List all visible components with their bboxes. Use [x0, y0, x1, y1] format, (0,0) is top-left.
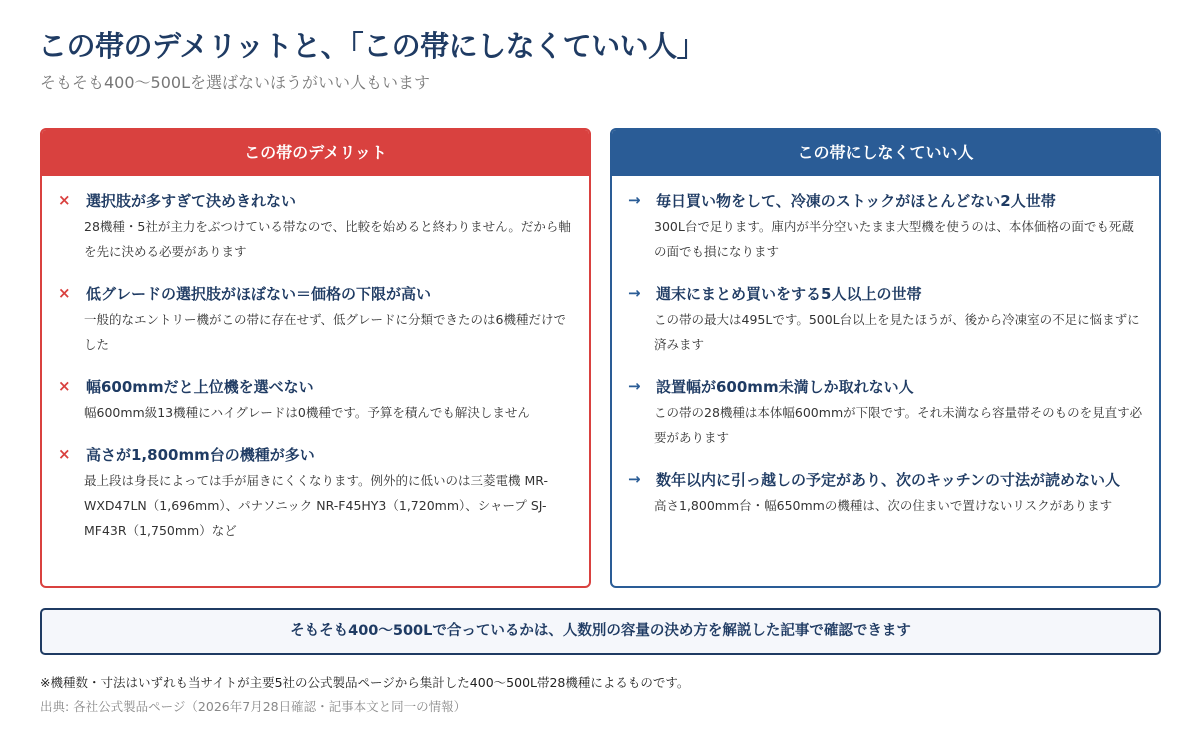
cross-icon: ×: [58, 445, 71, 463]
not-for-item-title: 数年以内に引っ越しの予定があり、次のキッチンの寸法が読めない人: [656, 471, 1120, 489]
cross-icon: ×: [58, 284, 71, 302]
footnote: ※機種数・寸法はいずれも当サイトが主要5社の公式製品ページから集計した400〜500L帯28機種によるものです。: [40, 675, 690, 690]
not-for-item-body: この帯の28機種は本体幅600mmが下限です。それ未満なら容量帯そのものを見直す必要があります: [654, 405, 1143, 445]
demerit-item: [58, 376, 573, 425]
demerit-item-title: 選択肢が多すぎて決めきれない: [86, 192, 297, 210]
not-for-item-title: 設置幅が600mm未満しか取れない人: [656, 378, 914, 396]
demerits-panel-heading: この帯のデメリット: [42, 130, 589, 176]
not-for-item-title: 週末にまとめ買いをする5人以上の世帯: [656, 285, 922, 303]
demerit-item-title: 高さが1,800mm台の機種が多い: [86, 446, 315, 464]
demerit-item: [58, 190, 573, 264]
not-for-item-body: この帯の最大は495Lです。500L台以上を見たほうが、後から冷凍室の不足に悩まずに済みます: [654, 312, 1140, 352]
arrow-right-icon: →: [628, 284, 641, 302]
arrow-right-icon: →: [628, 191, 641, 209]
demerit-item-body: 最上段は身長によっては手が届きにくくなります。例外的に低いのは三菱電機 MR-WXD47LN（1,696mm）、パナソニック NR-F45HY3（1,720mm）、シャープ SJ-MF43R（1,750mm）など: [84, 473, 548, 538]
not-for-item-title: 毎日買い物をして、冷凍のストックがほとんどない2人世帯: [656, 192, 1056, 210]
arrow-right-icon: →: [628, 377, 641, 395]
not-for-item: [628, 469, 1143, 518]
demerit-item-body: 28機種・5社が主力をぶつけている帯なので、比較を始めると終わりません。だから軸を先に決める必要があります: [84, 219, 571, 259]
cross-icon: ×: [58, 377, 71, 395]
demerit-item: [58, 283, 573, 357]
source-credit: 出典: 各社公式製品ページ（2026年7月28日確認・記事本文と同一の情報）: [40, 699, 467, 714]
demerit-item-body: 幅600mm級13機種にハイグレードは0機種です。予算を積んでも解決しません: [84, 405, 530, 420]
not-for-item: [628, 190, 1143, 264]
arrow-right-icon: →: [628, 470, 641, 488]
demerits-panel: [40, 128, 591, 588]
demerit-item-body: 一般的なエントリー機がこの帯に存在せず、低グレードに分類できたのは6機種だけでした: [84, 312, 566, 352]
related-article-link[interactable]: そもそも400〜500Lで合っているかは、人数別の容量の決め方を解説した記事で確認できます: [40, 608, 1161, 655]
not-for-item-body: 300L台で足ります。庫内が半分空いたまま大型機を使うのは、本体価格の面でも死蔵の面でも損になります: [654, 219, 1134, 259]
not-for-item-body: 高さ1,800mm台・幅650mmの機種は、次の住まいで置けないリスクがあります: [654, 498, 1113, 513]
not-for-item: [628, 283, 1143, 357]
not-for-panel-heading: この帯にしなくていい人: [612, 130, 1159, 176]
page-title: この帯のデメリットと、「この帯にしなくていい人」: [38, 29, 706, 63]
cross-icon: ×: [58, 191, 71, 209]
not-for-item: [628, 376, 1143, 450]
page-subtitle: そもそも400〜500Lを選ばないほうがいい人もいます: [40, 73, 430, 92]
demerit-item-title: 低グレードの選択肢がほぼない＝価格の下限が高い: [86, 285, 432, 303]
demerit-item-title: 幅600mmだと上位機を選べない: [86, 378, 314, 396]
demerit-item: [58, 444, 573, 543]
not-for-panel: [610, 128, 1161, 588]
